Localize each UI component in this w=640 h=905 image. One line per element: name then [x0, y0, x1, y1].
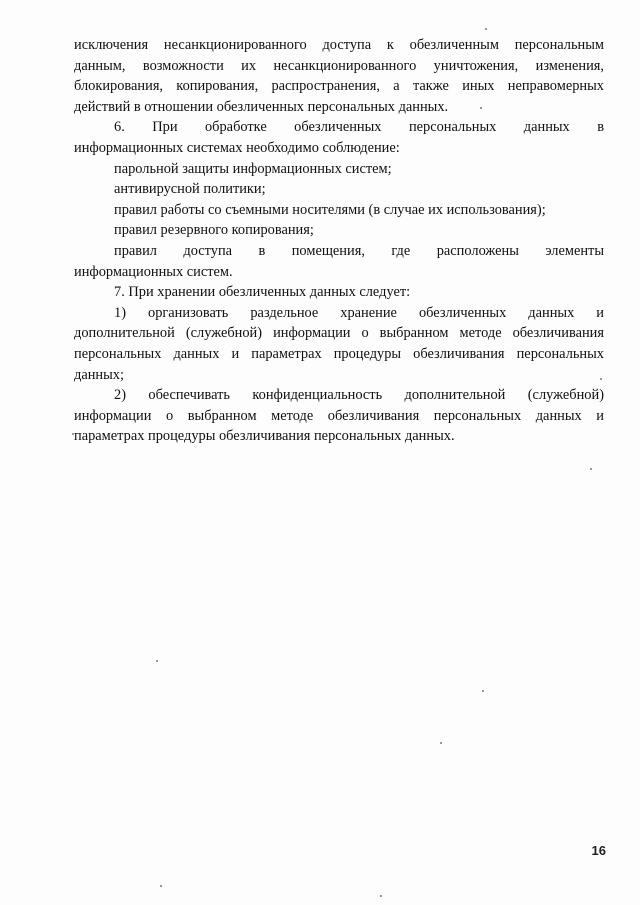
- scan-speck: [482, 690, 484, 692]
- text-line: персональных данных и параметрах процедуры обезличивания персональных: [74, 345, 604, 362]
- text-line: информации о выбранном методе обезличивания персональных данных и: [74, 407, 604, 424]
- scan-speck: [380, 895, 382, 897]
- list-item: 1) организовать раздельное хранение обезличенных данных и: [114, 304, 604, 321]
- paragraph-7-heading-line: 7. При хранении обезличенных данных следует:: [114, 284, 411, 301]
- text-line: информационных системах необходимо соблюдение:: [74, 139, 400, 156]
- list-item: парольной защиты информационных систем;: [114, 160, 392, 177]
- scan-speck: [440, 742, 442, 744]
- page-number: 16: [591, 843, 606, 858]
- scan-speck: [590, 468, 592, 470]
- scan-speck: [485, 28, 487, 30]
- list-item: антивирусной политики;: [114, 181, 266, 198]
- text-line: блокирования, копирования, распространения, а также иных неправомерных: [74, 78, 604, 95]
- text-line: информационных систем.: [74, 263, 233, 280]
- scan-speck: [480, 107, 482, 109]
- scan-speck: [160, 885, 162, 887]
- list-item: 2) обеспечивать конфиденциальность дополнительной (служебной): [114, 387, 604, 404]
- text-line: действий в отношении обезличенных персональных данных.: [74, 98, 449, 115]
- document-body: [74, 35, 604, 447]
- paragraph-6-heading-line: 6. При обработке обезличенных персональных данных в: [114, 119, 604, 136]
- scan-speck: [600, 378, 602, 380]
- scan-speck: [156, 660, 158, 662]
- text-line: исключения несанкционированного доступа к обезличенным персональным: [74, 37, 604, 53]
- text-line: данных;: [74, 366, 124, 383]
- list-item: правил резервного копирования;: [114, 222, 314, 239]
- list-item: правил работы со съемными носителями (в случае их использования);: [114, 201, 546, 218]
- text-line: параметрах процедуры обезличивания персональных данных.: [74, 428, 455, 445]
- list-item: правил доступа в помещения, где расположены элементы: [114, 242, 604, 259]
- text-line: дополнительной (служебной) информации о выбранном методе обезличивания: [74, 325, 604, 342]
- text-line: данным, возможности их несанкционированного уничтожения, изменения,: [74, 57, 604, 74]
- scan-speck: [72, 433, 74, 435]
